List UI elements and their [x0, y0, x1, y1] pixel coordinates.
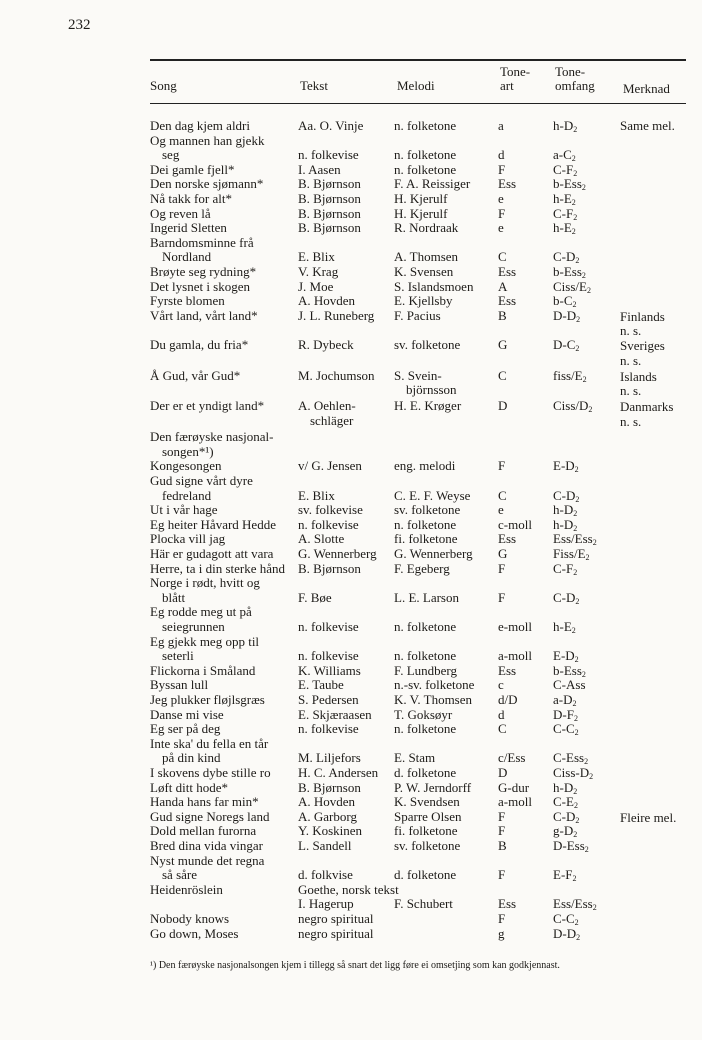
toneart-value: D	[498, 764, 508, 780]
toneart-value: e	[498, 502, 504, 518]
song-title: Nå takk for alt*	[150, 191, 232, 206]
tekst-author: A. Hovden	[298, 794, 356, 810]
toneomfang-value: $C-D_2$	[553, 589, 580, 606]
melodi-composer: T. Goksøyr	[394, 706, 453, 722]
melodi-composer: H. Kjerulf	[394, 191, 448, 206]
melodi-composer: C. E. F. Weyse	[394, 487, 471, 503]
melodi-composer: fi. folketone	[394, 823, 458, 839]
toneomfang-value: $E-F_2$	[553, 867, 577, 884]
merknad-note: n. s.	[620, 323, 642, 339]
tekst-author: B. Bjørnson	[298, 176, 361, 192]
toneomfang-value: C-Ess$_2$	[553, 750, 589, 767]
toneomfang-value: $C-C_2$	[553, 721, 579, 738]
melodi-composer: n. folketone	[394, 161, 457, 177]
toneomfang-value: $C-F_2$	[553, 205, 578, 222]
tekst-author: J. L. Runeberg	[298, 307, 375, 323]
tekst-author: E. Taube	[298, 677, 344, 693]
toneomfang-value: $C-E_2$	[553, 794, 578, 811]
toneart-value: e	[498, 220, 504, 236]
melodi-composer: H. Kjerulf	[394, 205, 448, 221]
melodi-composer: fi. folketone	[394, 531, 458, 547]
toneart-value: e-moll	[498, 618, 532, 634]
toneomfang-value: $h-D_2$	[553, 516, 578, 533]
tekst-author: Y. Koskinen	[298, 823, 363, 839]
song-title: Norge i rødt, hvitt og	[150, 575, 260, 591]
song-title: Ut i vår hage	[150, 502, 218, 518]
song-title: Flickorna i Småland	[150, 662, 256, 678]
melodi-composer: björnsson	[406, 382, 457, 398]
song-title: Nobody knows	[150, 910, 230, 926]
tekst-author: V. Krag	[298, 264, 339, 279]
toneart-value: C	[498, 367, 507, 383]
song-title: Eg rodde meg ut på	[150, 604, 252, 620]
melodi-composer: sv. folketone	[394, 337, 461, 352]
song-title: Danse mi vise	[150, 706, 224, 722]
melodi-composer: S. Svein-	[394, 367, 442, 383]
song-title: Eg heiter Håvard Hedde	[150, 516, 276, 532]
merknad-note: Sveriges	[620, 338, 665, 353]
song-title: Inte ska' du fella en tår	[150, 735, 269, 751]
tekst-author: A. Slotte	[298, 531, 345, 547]
toneomfang-value: $h-D_2$	[553, 502, 578, 519]
melodi-composer: d. folketone	[394, 867, 457, 883]
song-title: Jeg plukker fløjlsgræs	[150, 691, 265, 707]
toneart-value: a-moll	[498, 794, 532, 810]
song-title: seg	[162, 147, 180, 163]
toneomfang-value: $D-C_2$	[553, 337, 580, 353]
tekst-author: B. Bjørnson	[298, 191, 361, 206]
toneomfang-value: b-Ess$_2$	[553, 662, 586, 679]
melodi-composer: sv. folketone	[394, 837, 461, 853]
tekst-author: schläger	[310, 413, 354, 428]
toneomfang-value: $C-F_2$	[553, 560, 578, 577]
merknad-note: n. s.	[620, 352, 642, 368]
song-title: Brøyte seg rydning*	[150, 264, 257, 279]
tekst-author: J. Moe	[298, 278, 334, 294]
melodi-composer: F. Schubert	[394, 896, 453, 912]
toneomfang-value: C-Ass	[553, 677, 586, 693]
toneart-value: F	[498, 808, 506, 824]
toneart-value: d	[498, 147, 505, 163]
melodi-composer: F. A. Reissiger	[394, 176, 471, 192]
melodi-composer: H. E. Krøger	[394, 398, 462, 414]
melodi-composer: n. folketone	[394, 721, 457, 737]
toneart-value: B	[498, 837, 507, 853]
toneart-value: c/Ess	[498, 750, 526, 766]
song-title: Og mannen han gjekk	[150, 132, 265, 148]
song-title: Fyrste blomen	[150, 293, 225, 309]
tekst-author: n. folkevise	[298, 618, 359, 634]
song-title: Vårt land, vårt land*	[150, 307, 258, 323]
song-title: Eg ser på deg	[150, 721, 221, 737]
song-title: Den norske sjømann*	[150, 176, 264, 192]
tekst-author: B. Bjørnson	[298, 220, 361, 236]
melodi-composer: E. Stam	[394, 750, 436, 766]
melodi-composer: E. Kjellsby	[394, 293, 453, 309]
header-toneomfang-1: Tone-	[555, 64, 586, 79]
tekst-author: F. Bøe	[298, 589, 332, 605]
merknad-note: n. s.	[620, 414, 642, 429]
tekst-author: E. Blix	[298, 487, 335, 503]
song-title: Løft ditt hode*	[150, 779, 228, 795]
tekst-author: K. Williams	[298, 662, 361, 678]
tekst-author: B. Bjørnson	[298, 779, 361, 795]
toneomfang-value: $a-C_2$	[553, 147, 576, 164]
melodi-composer: n. folketone	[394, 147, 457, 163]
song-title: fedreland	[162, 487, 212, 503]
song-title: Nyst munde det regna	[150, 852, 265, 868]
melodi-composer: S. Islandsmoen	[394, 278, 474, 294]
toneart-value: c-moll	[498, 516, 532, 532]
song-title: Bred dina vida vingar	[150, 837, 263, 853]
melodi-composer: eng. melodi	[394, 458, 456, 474]
toneomfang-value: $C-D_2$	[553, 249, 580, 266]
song-title: på din kind	[162, 750, 221, 766]
toneomfang-value: $D-D_2$	[553, 925, 581, 942]
song-title: Gud signe vårt dyre	[150, 472, 253, 488]
toneart-value: G-dur	[498, 779, 530, 795]
toneomfang-value: Ess/Ess$_2$	[553, 896, 597, 913]
melodi-composer: L. E. Larson	[394, 589, 459, 605]
toneart-value: A	[498, 278, 508, 294]
melodi-composer: K. Svendsen	[394, 794, 460, 810]
melodi-composer: n. folketone	[394, 618, 457, 634]
song-title: seterli	[162, 648, 194, 664]
melodi-composer: F. Lundberg	[394, 662, 457, 678]
page-number: 232	[68, 17, 91, 33]
song-title: Der er et yndigt land*	[150, 398, 265, 414]
tekst-author: H. C. Andersen	[298, 764, 379, 780]
toneomfang-value: $C-D_2$	[553, 487, 580, 504]
toneomfang-value: $h-E_2$	[553, 220, 576, 237]
melodi-composer: A. Thomsen	[394, 249, 459, 265]
toneomfang-value: $b-C_2$	[553, 293, 577, 310]
toneart-value: Ess	[498, 293, 517, 309]
toneart-value: d	[498, 706, 505, 722]
toneomfang-value: $D-D_2$	[553, 307, 581, 324]
song-title: Eg gjekk meg opp til	[150, 633, 260, 649]
toneart-value: Ess	[498, 531, 517, 547]
toneart-value: Ess	[498, 264, 517, 279]
toneomfang-value: Fiss/$E_2$	[553, 545, 590, 562]
tekst-author: A. Oehlen-	[298, 398, 356, 414]
toneomfang-value: $D-F_2$	[553, 706, 578, 723]
toneomfang-value: Ess/Ess$_2$	[553, 531, 597, 548]
header-toneomfang-2: omfang	[555, 78, 595, 93]
tekst-author: G. Wennerberg	[298, 545, 377, 561]
toneomfang-value: Ciss-$D_2$	[553, 764, 594, 781]
song-title: Det lysnet i skogen	[150, 278, 251, 294]
toneomfang-value: $h-E_2$	[553, 618, 576, 635]
tekst-author: v/ G. Jensen	[298, 458, 362, 474]
song-title: Gud signe Noregs land	[150, 808, 270, 824]
toneomfang-value: $h-D_2$	[553, 118, 578, 134]
tekst-author: d. folkvise	[298, 867, 353, 883]
tekst-author: E. Blix	[298, 249, 335, 265]
toneomfang-value: $g-D_2$	[553, 823, 578, 840]
toneart-value: C	[498, 249, 507, 265]
song-title: Herre, ta i din sterke hånd	[150, 560, 286, 576]
melodi-composer: n.-sv. folketone	[394, 677, 475, 693]
tekst-author: I. Hagerup	[298, 896, 354, 912]
merknad-note: Islands	[620, 368, 657, 384]
song-title: Den dag kjem aldri	[150, 118, 250, 133]
toneart-value: F	[498, 589, 506, 605]
toneomfang-value: Ciss/$D_2$	[553, 398, 593, 415]
toneomfang-value: b-Ess$_2$	[553, 264, 586, 280]
tekst-author: I. Aasen	[298, 161, 341, 177]
header-tekst: Tekst	[300, 78, 328, 93]
toneomfang-value: fiss/$E_2$	[553, 367, 587, 384]
header-song: Song	[150, 78, 177, 93]
tekst-author: sv. folkevise	[298, 502, 363, 518]
tekst-author: Aa. O. Vinje	[298, 118, 364, 133]
melodi-composer: K. Svensen	[394, 264, 454, 279]
song-title: I skovens dybe stille ro	[150, 764, 271, 780]
toneart-value: F	[498, 910, 506, 926]
tekst-author: negro spiritual	[298, 925, 374, 941]
toneart-value: c	[498, 677, 504, 693]
song-title: Nordland	[162, 249, 212, 265]
toneomfang-value: $h-D_2$	[553, 779, 578, 796]
tekst-author: B. Bjørnson	[298, 205, 361, 221]
tekst-author: M. Liljefors	[298, 750, 361, 766]
tekst-author: S. Pedersen	[298, 691, 359, 707]
toneart-value: F	[498, 458, 506, 474]
header-toneart-2: art	[500, 78, 514, 93]
header-merknad: Merknad	[623, 81, 670, 96]
tekst-author: L. Sandell	[298, 837, 352, 853]
toneomfang-value: $a-D_2$	[553, 691, 577, 708]
song-title: Heidenröslein	[150, 881, 223, 897]
melodi-composer: K. V. Thomsen	[394, 691, 473, 707]
tekst-author: negro spiritual	[298, 910, 374, 926]
song-title: Kongesongen	[150, 458, 222, 474]
song-title: Den færøyske nasjonal-	[150, 429, 274, 445]
tekst-author: n. folkevise	[298, 648, 359, 664]
tekst-author: n. folkevise	[298, 516, 359, 532]
toneart-value: D	[498, 398, 508, 414]
melodi-composer: F. Egeberg	[394, 560, 450, 576]
tekst-author: M. Jochumson	[298, 367, 375, 383]
melodi-composer: sv. folketone	[394, 502, 461, 518]
header-toneart-1: Tone-	[500, 64, 531, 79]
song-title: songen*¹)	[162, 443, 214, 459]
merknad-note: Same mel.	[620, 118, 675, 133]
melodi-composer: G. Wennerberg	[394, 545, 473, 561]
song-title: Här er gudagott att vara	[150, 545, 274, 561]
song-title: seiegrunnen	[162, 618, 225, 634]
toneomfang-value: $C-C_2$	[553, 910, 579, 927]
toneomfang-value: b-Ess$_2$	[553, 176, 586, 193]
toneart-value: F	[498, 205, 506, 221]
song-title: Dei gamle fjell*	[150, 161, 235, 177]
toneart-value: e	[498, 191, 504, 206]
header-melodi: Melodi	[397, 78, 435, 93]
tekst-author: R. Dybeck	[298, 337, 354, 352]
melodi-composer: Sparre Olsen	[394, 808, 462, 824]
melodi-composer: n. folketone	[394, 118, 457, 133]
tekst-author: n. folkevise	[298, 147, 359, 163]
header-rule	[150, 103, 686, 104]
toneart-value: G	[498, 337, 508, 352]
melodi-composer: P. W. Jerndorff	[394, 779, 472, 795]
footnote: ¹) Den færøyske nasjonalsongen kjem i tillegg så snart det ligg føre ei omsetjing som kan godkjennast.	[150, 960, 560, 971]
song-title: Du gamla, du fria*	[150, 337, 249, 352]
merknad-note: Finlands	[620, 308, 665, 324]
toneart-value: F	[498, 161, 506, 177]
toneart-value: Ess	[498, 896, 517, 912]
tekst-author: A. Garborg	[298, 808, 357, 824]
top-rule	[150, 59, 686, 61]
toneomfang-value: $C-F_2$	[553, 161, 578, 178]
toneart-value: F	[498, 867, 506, 883]
song-title: Og reven lå	[150, 205, 211, 221]
toneart-value: F	[498, 823, 506, 839]
song-title: Handa hans far min*	[150, 794, 259, 810]
toneart-value: C	[498, 721, 507, 737]
tekst-author: Goethe, norsk tekst	[298, 881, 399, 897]
toneart-value: G	[498, 545, 508, 561]
melodi-composer: n. folketone	[394, 648, 457, 664]
toneart-value: C	[498, 487, 507, 503]
toneomfang-value: $h-E_2$	[553, 191, 576, 207]
merknad-note: n. s.	[620, 383, 642, 399]
song-title: Å Gud, vår Gud*	[150, 367, 241, 383]
toneomfang-value: D-Ess$_2$	[553, 837, 589, 854]
tekst-author: E. Skjæraasen	[298, 706, 372, 722]
song-title: Dold mellan furorna	[150, 823, 257, 839]
melodi-composer: R. Nordraak	[394, 220, 459, 236]
toneart-value: d/D	[498, 691, 518, 707]
merknad-note: Danmarks	[620, 399, 674, 415]
tekst-author: n. folkevise	[298, 721, 359, 737]
toneomfang-value: $E-D_2$	[553, 458, 579, 475]
toneart-value: F	[498, 560, 506, 576]
tekst-author: B. Bjørnson	[298, 560, 361, 576]
song-title: Plocka vill jag	[150, 531, 226, 547]
toneomfang-value: Ciss/$E_2$	[553, 278, 591, 295]
song-title: Go down, Moses	[150, 925, 239, 941]
song-title: så såre	[162, 867, 198, 883]
toneart-value: Ess	[498, 662, 517, 678]
melodi-composer: n. folketone	[394, 516, 457, 532]
toneart-value: g	[498, 925, 505, 941]
song-title: Ingerid Sletten	[150, 220, 227, 236]
toneart-value: Ess	[498, 176, 517, 192]
toneart-value: a	[498, 118, 504, 133]
toneart-value: a-moll	[498, 648, 532, 664]
song-title: Byssan lull	[150, 677, 209, 693]
song-title: Barndomsminne frå	[150, 234, 254, 250]
toneomfang-value: $C-D_2$	[553, 808, 580, 825]
toneomfang-value: $E-D_2$	[553, 648, 579, 665]
merknad-note: Fleire mel.	[620, 809, 677, 825]
tekst-author: A. Hovden	[298, 293, 356, 309]
song-title: blått	[162, 589, 186, 605]
melodi-composer: d. folketone	[394, 764, 457, 780]
melodi-composer: F. Pacius	[394, 307, 441, 323]
toneart-value: B	[498, 307, 507, 323]
